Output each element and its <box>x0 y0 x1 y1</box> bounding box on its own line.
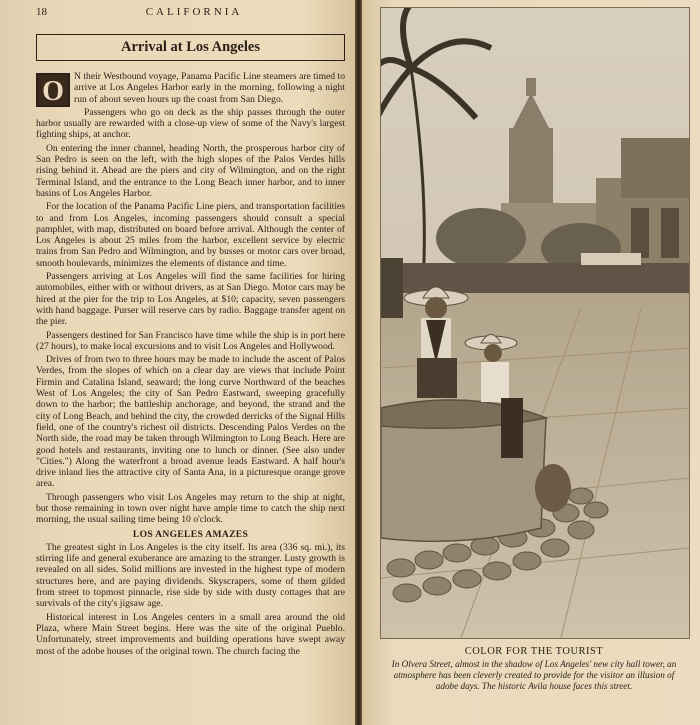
paragraph-3: On entering the inner channel, heading North, the prosperous harbor city of San Pedro is seen on the left, with the high slopes of the Palos Verdes hills rising behind it. Ahead are the piers and city of Wilmington, and on the right Terminal Island, and the entrance to the Long Beach inner harbor, and to inner basins of Los Angeles Harbor. <box>36 142 345 199</box>
article-title <box>36 34 345 61</box>
photo-illustration <box>381 8 689 638</box>
caption-text: In Olvera Street, almost in the shadow of Los Angeles' new city hall tower, an atmosphere has been cleverly created to provide for the visitor an illusion of adobe days. The historic Avila house faces this street. <box>391 659 677 691</box>
caption-title: COLOR FOR THE TOURIST <box>464 646 604 657</box>
book-gutter <box>355 0 362 725</box>
right-page <box>362 0 700 725</box>
paragraph-9: The greatest sight in Los Angeles is the city itself. Its area (336 sq. mi.), its stirring life and general exuberance are amazing to the stranger. Lusty growth is revealed on all sides. Solid millions are invested in the highest type of modern structures here, and are paying dividends. Skyscrapers, some of them gilded from street to topmost pinnacle, rise side by side with dusty cottages that are survivals of the city's jigsaw age. <box>36 541 345 610</box>
article-title-text: Arrival at Los Angeles <box>121 39 260 55</box>
paragraph-5: Passengers arriving at Los Angeles will find the same facilities for hiring automobiles, either with or without drivers, as at San Diego. Motor cars may be hired at the pier for the trip to Los Angeles, at $10; capacity, seven passengers with hand baggage. Purser will reserve cars by radio. Baggage transfer agent on the pier. <box>36 271 345 328</box>
clay-jug <box>535 464 571 512</box>
paragraph-text: N their Westbound voyage, Panama Pacific Line steamers are timed to arrive at Los Angeles Harbor early in the morning, following a night run of about seven hours up the coast from San Diego. <box>74 71 345 105</box>
photo-caption <box>380 646 688 691</box>
paragraph-4: For the location of the Panama Pacific Line piers, and transportation facilities to and from Los Angeles, incoming passengers should consult a special pamphlet, with map, distributed on board before arrival. Although the center of Los Angeles is about 25 miles from the harbor, excellent service by electric trains from San Pedro and Wilmington, and by busses or motor cars over broad, smooth boulevards, minimizes the elements of distance and time. <box>36 201 345 269</box>
running-head-title: CALIFORNIA <box>145 6 243 18</box>
paragraph-6: Passengers destined for San Francisco have time while the ship is in port here (27 hours), to make local excursions and to visit Los Angeles and Hollywood. <box>36 329 345 352</box>
section-subhead: LOS ANGELES AMAZES <box>132 528 249 540</box>
paragraph-8: Through passengers who visit Los Angeles may return to the ship at night, but those remaining in town over night have ample time to catch the ship next morning, the usual sailing time being 10 o'clock. <box>36 491 345 526</box>
olvera-street-photo <box>380 7 690 639</box>
running-head <box>36 6 345 22</box>
paragraph-1 <box>36 71 345 105</box>
paragraph-7: Drives of from two to three hours may be made to include the ascent of Palos Verdes, from the slopes of which on a clear day are views that include Point Firmin and Catalina Island, seaward; the long curve Northward of the beaches West of Los Angeles; the city of San Pedro Eastward, sweeping gracefully down to the harbor; the battleship anchorage, and beyond, the strand and the city of Long Beach, and behind the city, the crowded derricks of the Signal Hills field, one of the country's richest oil districts. Descending Palos Verdes on the North side, the road may be taken through Wilmington to Long Beach. Here are good hotels and restaurants, inviting one to lunch or dinner. (See also under "Cities.") Along the waterfront a broad avenue leads Eastward. A half hour's drive inland lies the attractive city of Santa Ana, in a picturesque orange grove area. <box>36 354 345 490</box>
paragraph-10: Historical interest in Los Angeles centers in a small area around the old Plaza, where Main Street begins. Here was the site of the original Pueblo. Unfortunately, street improvements and building operations have swept away most of the adobe houses of the original town. The church facing the <box>36 611 345 657</box>
page-number: 18 <box>36 6 47 18</box>
article-body <box>36 71 345 657</box>
paragraph-2: Passengers who go on deck as the ship passes through the outer harbor usually are rewarded with a close-up view of some of the Navy's largest fighting ships, at anchor. <box>36 106 345 141</box>
dropcap: O <box>36 73 70 107</box>
